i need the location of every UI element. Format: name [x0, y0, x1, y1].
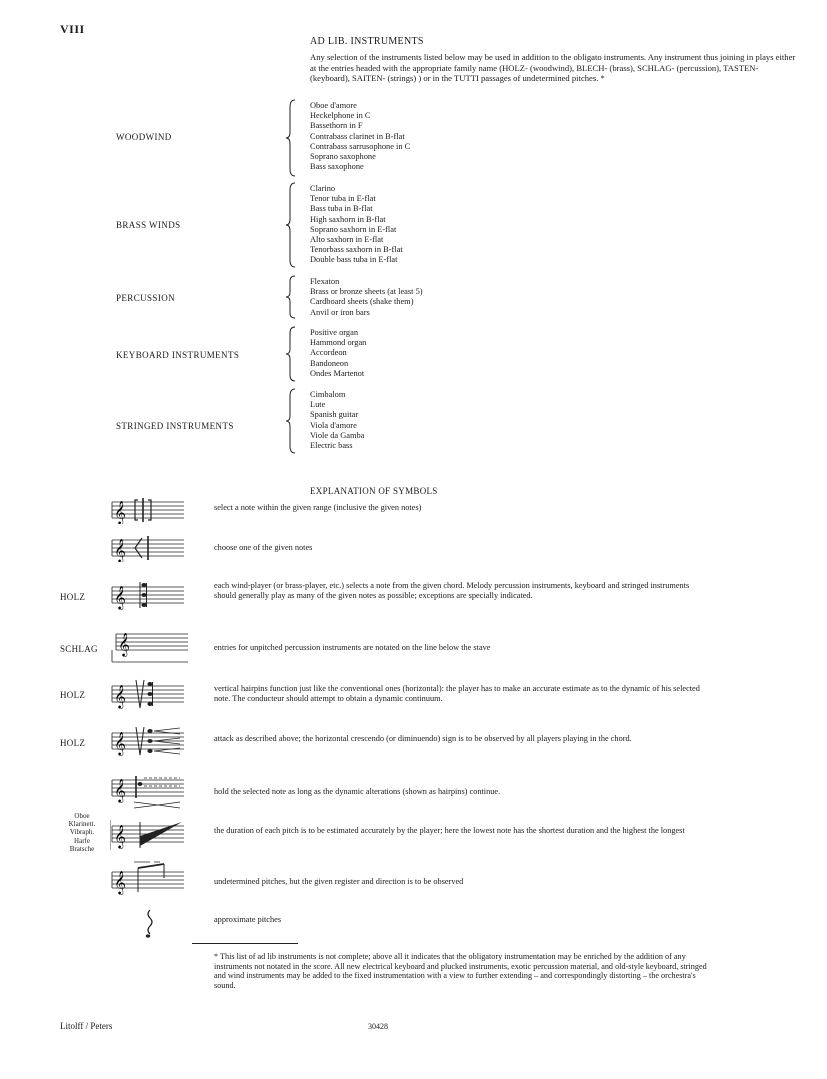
instrument-item: Tenor tuba in E-flat — [310, 194, 376, 204]
instrument-item: Soprano saxhorn in E-flat — [310, 224, 397, 234]
row-label-schlag: SCHLAG — [60, 644, 98, 654]
svg-text:𝄞: 𝄞 — [114, 585, 126, 609]
instrument-item: Positive organ — [310, 328, 359, 337]
intro-paragraph: Any selection of the instruments listed below may be used in addition to the obligato instruments. Any instrument thus joining in plays either at the entries headed with the appropriate family name (HOLZ- (woodwind), BLECH- (brass), SCHLAG- (percussion), TASTEN- (keyboard), SAITEN- (strings) ) or in the TUTTI passages of undetermined pitches. * — [310, 52, 796, 83]
instrument-stack-item: Vibraph. — [69, 828, 95, 837]
instrument-item: Contrabass sarrusophone in C — [310, 141, 411, 151]
brace-icon — [286, 99, 296, 177]
svg-text:𝄞: 𝄞 — [114, 778, 126, 802]
section-title: AD LIB. INSTRUMENTS — [310, 36, 424, 47]
instrument-item: Contrabass clarinet in B-flat — [310, 131, 405, 141]
staff-undetermined-symbol — [110, 858, 186, 898]
instrument-stack — [58, 812, 106, 853]
instrument-item: Ondes Martenot — [310, 368, 365, 378]
brass-list — [310, 184, 403, 266]
brace-icon — [286, 388, 296, 454]
instrument-stack-item: Harfe — [74, 836, 90, 845]
family-label-brass: BRASS WINDS — [116, 220, 181, 230]
symbol-description: attack as described above; the horizontal crescendo (or diminuendo) sign is to be observed by all players playing in the chord. — [214, 734, 632, 743]
instrument-item: Electric bass — [310, 441, 353, 451]
publisher-footer: Litolff / Peters — [60, 1021, 113, 1031]
row-label-holz: HOLZ — [60, 690, 86, 700]
instrument-item: Cardboard sheets (shake them) — [310, 297, 414, 307]
symbol-description: the duration of each pitch is to be estimated accurately by the player; here the lowest note has the shortest duration and the highest the longest — [214, 826, 685, 835]
approximate-pitch-icon — [140, 908, 160, 938]
plate-number: 30428 — [368, 1022, 388, 1031]
instrument-item: Tenorbass saxhorn in B-flat — [310, 245, 403, 255]
instrument-stack-item: Bratsche — [69, 844, 95, 853]
stringed-list — [310, 390, 364, 451]
symbol-description: each wind-player (or brass-player, etc.) selects a note from the given chord. Melody percussion instruments, keyboard and stringed instruments should generally play as many of the given notes as possible; exceptions are specially indicated. — [214, 581, 690, 600]
staff-duration-symbol — [110, 818, 186, 852]
symbol-description: vertical hairpins function just like the conventional ones (horizontal): the player has to make an accurate estimate as to the dynamic of his selected note. The conducteur should attempt to obtain a dynamic continuum. — [214, 684, 700, 703]
staff-vertical-hairpin-symbol — [110, 678, 186, 710]
brace-icon — [286, 182, 296, 268]
instrument-stack-item: Klarinett. — [68, 820, 96, 829]
svg-text:𝄞: 𝄞 — [114, 538, 126, 562]
instrument-item: High saxhorn in B-flat — [310, 214, 386, 224]
family-label-keyboard: KEYBOARD INSTRUMENTS — [116, 350, 240, 360]
family-label-woodwind: WOODWIND — [116, 132, 172, 142]
row-label-holz: HOLZ — [60, 738, 86, 748]
instrument-item: Oboe d'amore — [310, 101, 357, 110]
instrument-item: Brass or bronze sheets (at least 5) — [310, 287, 423, 297]
instrument-item: Accordeon — [310, 348, 347, 358]
symbols-title: EXPLANATION OF SYMBOLS — [310, 486, 438, 496]
instrument-item: Lute — [310, 400, 326, 410]
instrument-item: Bass tuba in B-flat — [310, 204, 373, 214]
instrument-stack-item: Oboe — [74, 812, 90, 820]
instrument-item: Clarino — [310, 184, 336, 193]
staff-percussion-symbol — [110, 628, 190, 670]
symbol-description: entries for unpitched percussion instruments are notated on the line below the stave — [214, 643, 491, 652]
staff-choice-symbol — [110, 534, 186, 562]
percussion-list — [310, 277, 423, 318]
svg-text:𝄞: 𝄞 — [118, 632, 130, 656]
instrument-item: Bassethorn in F — [310, 121, 363, 131]
keyboard-list — [310, 328, 366, 379]
instrument-item: Bass saxophone — [310, 162, 364, 172]
svg-text:𝄞: 𝄞 — [114, 500, 126, 524]
svg-text:𝄞: 𝄞 — [114, 824, 126, 848]
family-label-percussion: PERCUSSION — [116, 293, 176, 303]
brace-icon — [286, 275, 296, 319]
woodwind-list — [310, 101, 410, 172]
svg-text:𝄞: 𝄞 — [114, 731, 126, 755]
instrument-item: Spanish guitar — [310, 410, 359, 420]
instrument-item: Anvil or iron bars — [310, 307, 370, 317]
instrument-item: Soprano saxophone — [310, 152, 376, 162]
symbol-description: select a note within the given range (inclusive the given notes) — [214, 503, 422, 512]
footnote: * This list of ad lib instruments is not complete; above all it indicates that the obligatory instrumentation may be enriched by the addition of any instruments not notated in the score. All new electrical keyboard and plucked instruments, exotic percussion material, and old-style keyboard, stringed and wind instruments may be added to the fixed instrumentation with a view to further extending – and correspondingly distorting – the orchestra's sound. — [214, 952, 707, 990]
instrument-item: Bandoneon — [310, 358, 349, 368]
symbol-description: undetermined pitches, but the given register and direction is to be observed — [214, 877, 464, 886]
brace-icon — [286, 326, 296, 382]
svg-text:𝄞: 𝄞 — [114, 684, 126, 708]
instrument-item: Heckelphone in C — [310, 111, 371, 121]
row-label-holz: HOLZ — [60, 592, 86, 602]
symbol-description: choose one of the given notes — [214, 543, 313, 552]
svg-text:𝄞: 𝄞 — [114, 870, 126, 894]
instrument-item: Flexaton — [310, 277, 340, 286]
instrument-item: Viola d'amore — [310, 420, 357, 430]
symbol-description: hold the selected note as long as the dynamic alterations (shown as hairpins) continue. — [214, 787, 501, 796]
instrument-item: Cimbalom — [310, 390, 346, 399]
staff-attack-symbol — [110, 724, 186, 758]
staff-range-symbol — [110, 496, 186, 524]
staff-chord-symbol — [110, 580, 186, 610]
instrument-item: Hammond organ — [310, 338, 367, 348]
instrument-item: Viole da Gamba — [310, 430, 365, 440]
family-label-stringed: STRINGED INSTRUMENTS — [116, 421, 234, 431]
instrument-item: Alto saxhorn in E-flat — [310, 235, 384, 245]
footnote-rule — [192, 943, 298, 944]
page-number: VIII — [60, 22, 85, 36]
symbol-description: approximate pitches — [214, 915, 282, 924]
instrument-item: Double bass tuba in E-flat — [310, 255, 398, 265]
staff-hold-symbol — [110, 772, 186, 810]
